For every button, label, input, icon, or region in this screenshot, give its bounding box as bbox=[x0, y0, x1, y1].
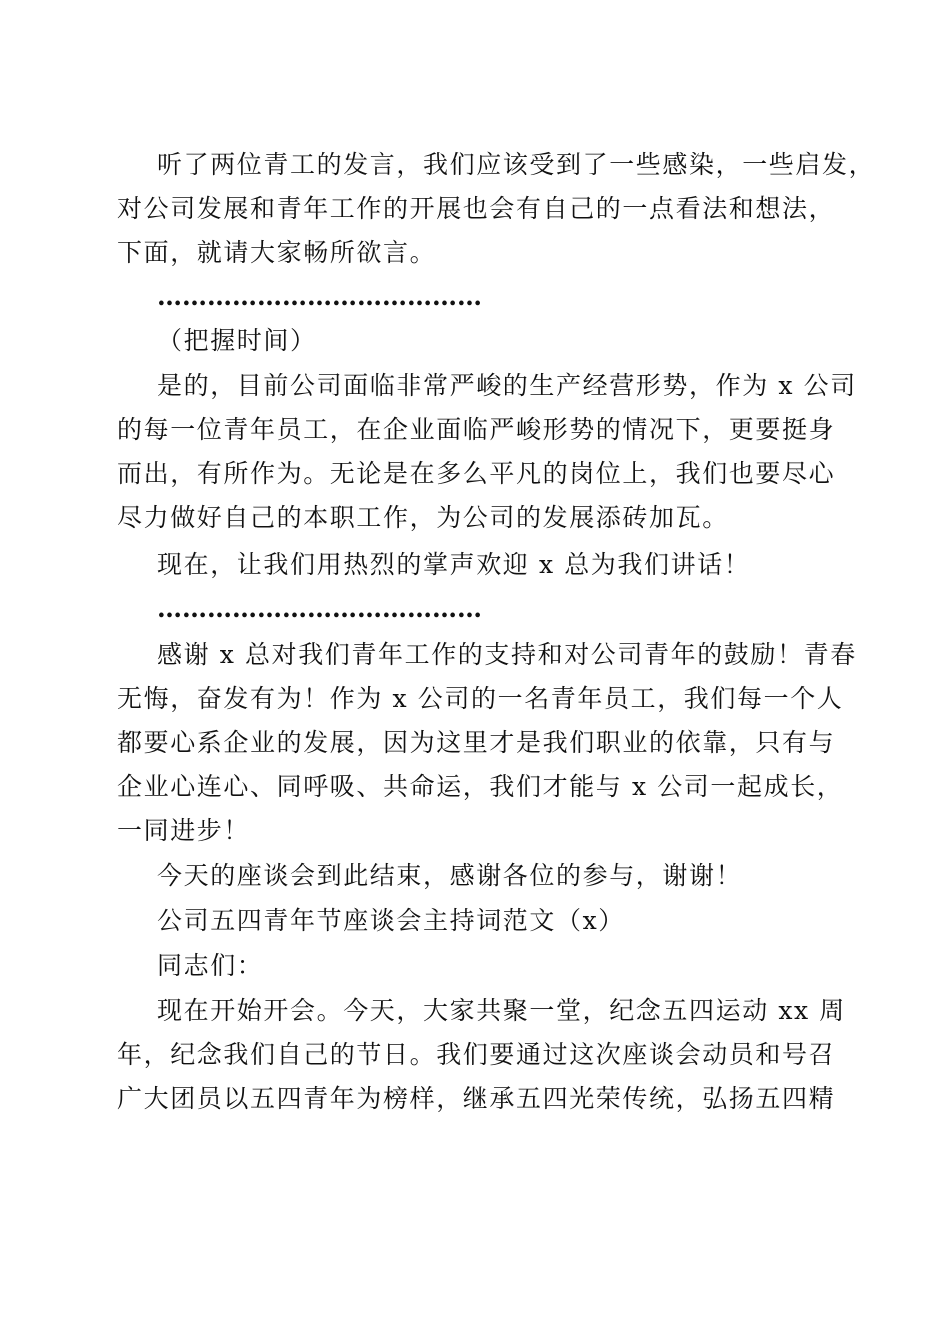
text-line: 无悔，奋发有为！作为 x 公司的一名青年员工，我们每一个人 bbox=[117, 684, 844, 713]
text-line: （把握时间） bbox=[157, 326, 317, 355]
ellipsis-separator: ………………………………… bbox=[157, 282, 482, 311]
text-line: 下面，就请大家畅所欲言。 bbox=[117, 238, 437, 267]
text-line: 现在，让我们用热烈的掌声欢迎 x 总为我们讲话！ bbox=[157, 550, 751, 579]
ellipsis-separator: ………………………………… bbox=[157, 594, 482, 623]
text-line: 的每一位青年员工，在企业面临严峻形势的情况下，更要挺身 bbox=[117, 415, 836, 444]
text-line: 尽力做好自己的本职工作，为公司的发展添砖加瓦。 bbox=[117, 503, 729, 532]
text-line: 企业心连心、同呼吸、共命运，我们才能与 x 公司一起成长， bbox=[117, 772, 844, 801]
text-line: 听了两位青工的发言，我们应该受到了一些感染，一些启发， bbox=[157, 150, 876, 179]
text-line: 现在开始开会。今天，大家共聚一堂，纪念五四运动 xx 周 bbox=[157, 996, 846, 1025]
salutation: 同志们： bbox=[157, 951, 264, 980]
section-title: 公司五四青年节座谈会主持词范文（x） bbox=[157, 906, 625, 935]
text-line: 感谢 x 总对我们青年工作的支持和对公司青年的鼓励！青春 bbox=[157, 640, 857, 669]
text-line: 今天的座谈会到此结束，感谢各位的参与，谢谢！ bbox=[157, 861, 743, 890]
text-line: 一同进步！ bbox=[117, 816, 251, 845]
text-line: 对公司发展和青年工作的开展也会有自己的一点看法和想法， bbox=[117, 194, 836, 223]
text-line: 年，纪念我们自己的节日。我们要通过这次座谈会动员和号召 bbox=[117, 1040, 836, 1069]
text-line: 是的，目前公司面临非常严峻的生产经营形势，作为 x 公司 bbox=[157, 371, 857, 400]
text-line: 广大团员以五四青年为榜样，继承五四光荣传统，弘扬五四精 bbox=[117, 1084, 836, 1113]
text-line: 而出，有所作为。无论是在多么平凡的岗位上，我们也要尽心 bbox=[117, 459, 836, 488]
text-line: 都要心系企业的发展，因为这里才是我们职业的依靠，只有与 bbox=[117, 728, 836, 757]
